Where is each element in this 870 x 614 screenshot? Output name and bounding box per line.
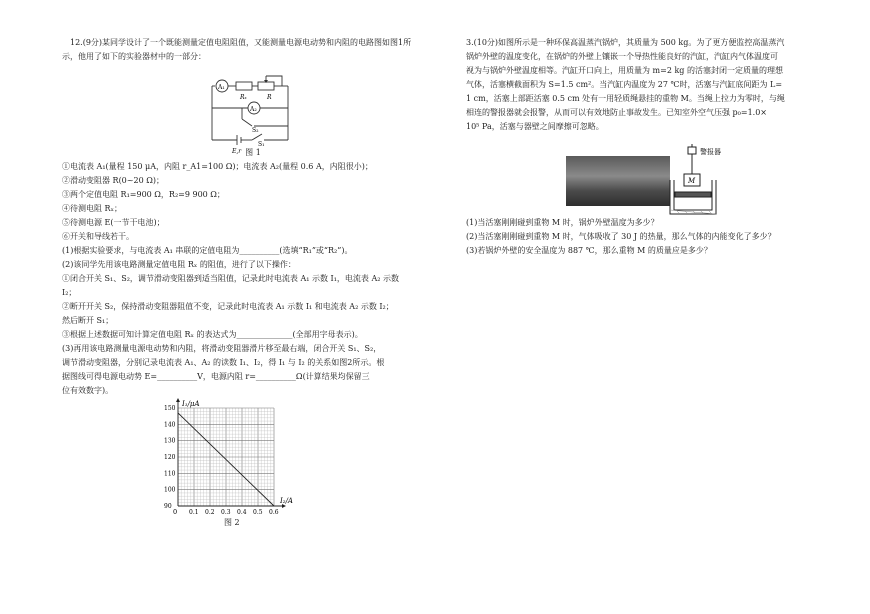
q12-part-3-line-4: 位有效数字)。 xyxy=(62,386,114,395)
a1-label: A₁ xyxy=(218,84,225,91)
i1-i2-chart xyxy=(62,398,414,520)
q12-item-5: ⑤待测电源 E(一节干电池)； xyxy=(62,218,165,227)
q12-part-3-line-1: (3)再用该电路测量电源电动势和内阻，将滑动变阻器滑片移至最右端，闭合开关 S₁、S₂， xyxy=(62,344,382,353)
q3-question-3: (3)若锅炉外壁的安全温度为 887 ℃，那么重物 M 的质量应是多少？ xyxy=(466,246,712,255)
y-tick-label: 150 xyxy=(164,405,176,412)
x-tick-label: 0.6 xyxy=(269,509,279,516)
y-tick-label: 140 xyxy=(164,421,176,429)
q3-figure xyxy=(466,134,821,216)
fig1-caption: 图 1 xyxy=(245,148,261,157)
q3-question-1: (1)当活塞刚刚碰到重物 M 时，锅炉外壁温度为多少？ xyxy=(466,218,659,227)
figure-2 xyxy=(62,398,414,520)
fig2-caption: 图 2 xyxy=(224,518,240,527)
question-3 xyxy=(466,36,821,258)
er-label: E,r xyxy=(232,148,242,155)
q12-item-4: ④待测电阻 Rₓ； xyxy=(62,204,122,213)
q12-item-6: ⑥开关和导线若干。 xyxy=(62,232,134,241)
a2-label: A₂ xyxy=(250,106,257,113)
q12-intro: 12.(9分)某同学设计了一个既能测量定值电阻阻值，又能测量电源电动势和内阻的电路图如图1所示，他用了如下的实验器材中的一部分： xyxy=(62,38,412,61)
question-12 xyxy=(62,36,414,530)
m-label: M xyxy=(688,177,696,185)
x-tick-label: 0.4 xyxy=(237,509,247,516)
y-tick-label: 120 xyxy=(164,454,176,461)
s2-label: S₂ xyxy=(252,127,259,134)
y-tick-label: 100 xyxy=(164,486,176,494)
q12-part-3-line-2: 调节滑动变阻器，分别记录电流表 A₁、A₂ 的读数 I₁、I₂，得 I₁ 与 I₂ 的关系如图2所示。根 xyxy=(62,358,385,367)
q12-step-1: ①闭合开关 S₁、S₂，调节滑动变阻器到适当阻值，记录此时电流表 A₁ 示数 I₁，电流表 A₂ 示数 I₂； xyxy=(62,274,399,297)
q3-line-4: 气体，活塞横截面积为 S=1.5 cm²。当汽缸内温度为 27 ℃时，活塞与汽缸底间距为 L= xyxy=(466,80,783,89)
x-tick-label: 0.2 xyxy=(205,509,215,516)
chart-grid xyxy=(178,408,274,506)
q3-line-1: 3.(10分)如图所示是一种环保高温蒸汽锅炉，其质量为 500 kg。为了更方便监控高温蒸汽 xyxy=(466,38,785,47)
r-label: R xyxy=(267,94,272,101)
q12-item-3: ③两个定值电阻 R₁=900 Ω，R₂=9 900 Ω； xyxy=(62,190,225,199)
q12-item-2: ②滑动变阻器 R(0~20 Ω)； xyxy=(62,176,164,185)
y-tick-label: 130 xyxy=(164,437,176,445)
x-tick-label: 0.3 xyxy=(221,509,231,516)
x-tick-label: 0.5 xyxy=(253,509,263,516)
y-axis-label: I₁/μA xyxy=(182,400,200,408)
q12-step-2b: 然后断开 S₁； xyxy=(62,316,114,325)
cylinder-diagram xyxy=(466,134,821,216)
q3-line-3: 视为与锅炉外壁温度相等。汽缸开口向上，用质量为 m=2 kg 的活塞封闭一定质量的理想 xyxy=(466,66,783,75)
alarm-label: 警报器 xyxy=(700,148,721,156)
q12-step-3: ③根据上述数据可知计算定值电阻 Rₓ 的表达式为______________(全部用字母表示)。 xyxy=(62,330,363,339)
s1-label: S₁ xyxy=(258,141,265,148)
x-tick-label: 0.1 xyxy=(189,509,199,516)
y-tick-label: 110 xyxy=(164,470,176,478)
q3-line-7: 10⁵ Pa，活塞与器壁之间摩擦可忽略。 xyxy=(466,122,604,131)
q12-step-2a: ②断开开关 S₂，保持滑动变阻器阻值不变，记录此时电流表 A₁ 示数 I₁ 和电流表 A₂ 示数 I₂； xyxy=(62,302,394,311)
q12-part-2: (2)该同学先用该电路测量定值电阻 Rₓ 的阻值，进行了以下操作： xyxy=(62,260,296,269)
q12-item-1: ①电流表 A₁(量程 150 μA，内阻 r_A1=100 Ω)；电流表 A₂(量程 0.6 A，内阻很小)； xyxy=(62,162,373,171)
rx-label: Rₓ xyxy=(240,94,247,101)
y-axis-arrow xyxy=(176,398,180,402)
origin-label: 0 xyxy=(173,508,178,516)
q3-line-6: 相连的警报器就会报警，从而可以有效地防止事故发生。已知室外空气压强 p₀=1.0× xyxy=(466,108,767,117)
x-axis-label: I₂/A xyxy=(280,497,293,505)
q3-line-2: 锅炉外壁的温度变化，在锅炉的外壁上镶嵌一个导热性能良好的汽缸，汽缸内气体温度可 xyxy=(466,52,778,61)
q12-part-1: (1)根据实验要求，与电流表 A₁ 串联的定值电阻为__________(选填“R₁”或“R₂”)。 xyxy=(62,246,353,255)
q3-line-5: 1 cm，活塞上部距活塞 0.5 cm 处有一用轻质绳悬挂的重物 M。当绳上拉力为零时，与绳 xyxy=(466,94,785,103)
q12-part-3-line-3: 据图线可得电源电动势 E=__________V，电源内阻 r=__________Ω(计算结果均保留三 xyxy=(62,372,370,381)
y-tick-label: 90 xyxy=(164,503,172,510)
q3-question-2: (2)当活塞刚刚碰到重物 M 时，气体吸收了 30 J 的热量，那么气体的内能变化了多少？ xyxy=(466,232,776,241)
